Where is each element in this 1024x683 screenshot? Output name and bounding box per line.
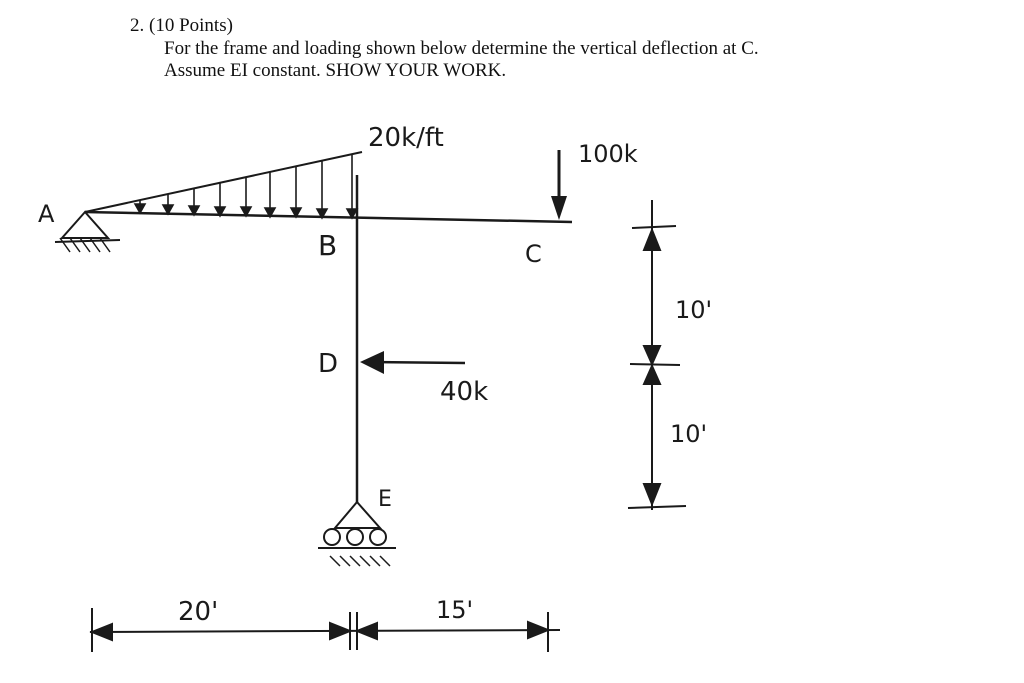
- distributed-load-label: 20k/ft: [368, 123, 444, 153]
- node-label-a: A: [38, 200, 55, 228]
- distributed-load-envelope: [85, 152, 362, 212]
- dimension-ab-label: 20': [178, 597, 219, 627]
- vertical-dimension: [628, 200, 686, 510]
- node-label-c: C: [525, 240, 542, 268]
- point-load-d-label: 40k: [440, 377, 489, 407]
- point-load-c-arrow: [551, 150, 567, 220]
- horizontal-dimension: [90, 608, 560, 652]
- beam-abc: [85, 212, 572, 222]
- pin-support-a: [55, 212, 120, 252]
- point-load-c-label: 100k: [578, 140, 638, 168]
- distributed-load-arrows: [135, 155, 357, 218]
- node-label-d: D: [318, 349, 339, 379]
- node-label-b: B: [318, 229, 338, 262]
- problem-line-1: For the frame and loading shown below determine the vertical deflection at C.: [164, 38, 759, 59]
- dimension-bc-label: 15': [436, 596, 474, 624]
- dimension-de-label: 10': [670, 420, 708, 448]
- problem-line-2: Assume EI constant. SHOW YOUR WORK.: [164, 60, 507, 81]
- node-label-e: E: [378, 487, 392, 512]
- point-load-d-arrow: [360, 351, 465, 374]
- dimension-bd-label: 10': [675, 296, 713, 324]
- problem-number: 2. (10 Points): [130, 15, 233, 36]
